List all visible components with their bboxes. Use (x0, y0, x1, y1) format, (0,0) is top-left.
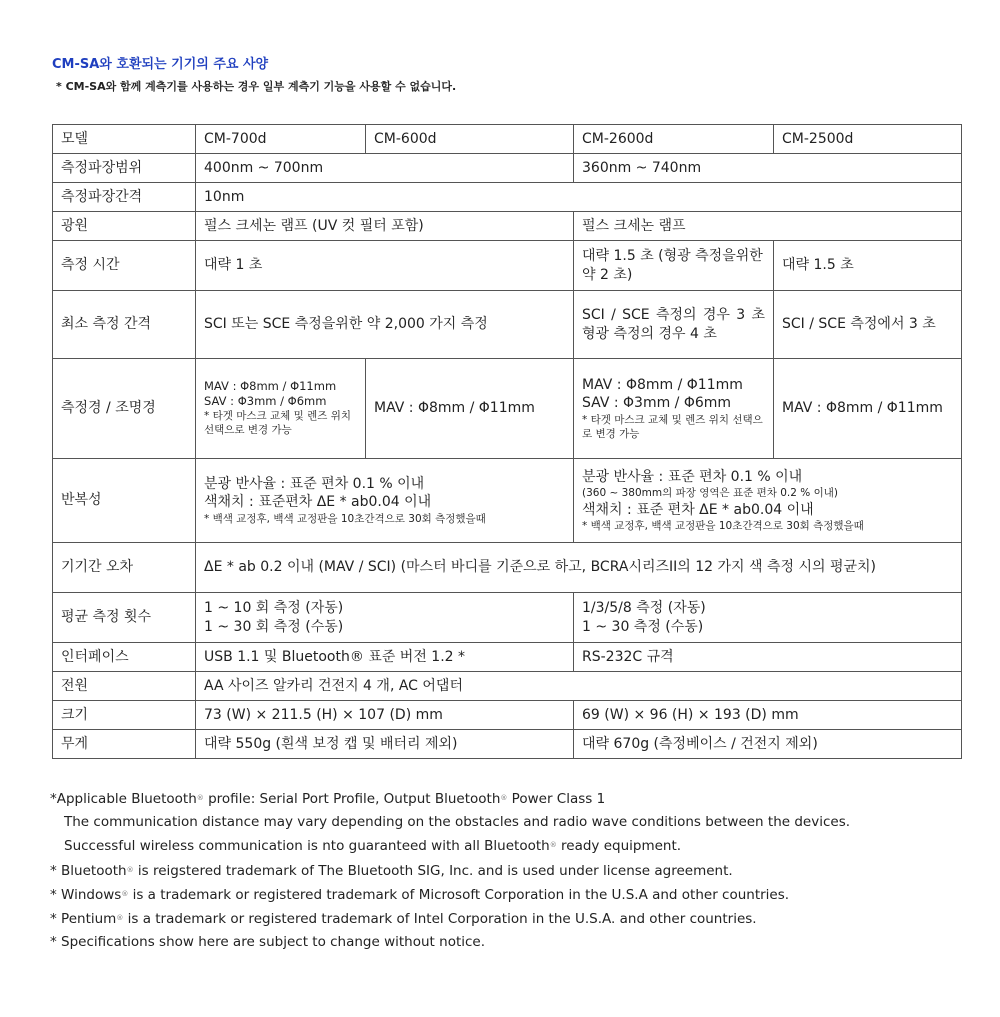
row-label: 측정파장범위 (53, 154, 196, 183)
row-label: 모델 (53, 125, 196, 154)
aperture-sav: SAV : Φ3mm / Φ6mm (582, 395, 732, 412)
repeat-color: 색채치 : 표준 편차 ΔE * ab0.04 이내 (582, 501, 814, 518)
cell-value: USB 1.1 및 Bluetooth® 표준 버전 1.2 * (196, 643, 574, 672)
average-manual: 1 ~ 30 측정 (수동) (582, 618, 704, 635)
spec-table (52, 124, 962, 759)
page-subtitle-note: * CM-SA와 함께 계측기를 사용하는 경우 일부 계측기 기능을 사용할 수 없습니다. (56, 80, 457, 93)
footnote-bluetooth-trademark: * Bluetooth® is reigstered trademark of The Bluetooth SIG, Inc. and is used under license agreement. (50, 862, 733, 879)
cell-value: 10nm (196, 183, 962, 212)
cell-value: 펄스 크세논 램프 (574, 212, 962, 241)
page-title: CM-SA와 호환되는 기기의 주요 사양 (52, 57, 269, 72)
repeat-spectral: 분광 반사율 : 표준 편차 0.1 % 이내 (204, 476, 425, 493)
table-row-average (53, 593, 962, 643)
cell-value: 69 (W) × 96 (H) × 193 (D) mm (574, 701, 962, 730)
row-label: 인터페이스 (53, 643, 196, 672)
cell-value: MAV : Φ8mm / Φ11mm (366, 359, 574, 459)
footnote-distance: The communication distance may vary depending on the obstacles and radio wave conditions between the devices. (64, 814, 851, 831)
table-row-interface (53, 643, 962, 672)
footnotes (50, 787, 970, 954)
aperture-note: * 타겟 마스크 교체 및 렌즈 위치 선택으로 변경 가능 (582, 413, 763, 440)
footnote-specs-change: * Specifications show here are subject to change without notice. (50, 934, 486, 951)
table-row-inter-instrument (53, 543, 962, 593)
cell-value (196, 359, 366, 459)
average-auto: 1/3/5/8 측정 (자동) (582, 600, 706, 617)
cell-value (574, 359, 774, 459)
aperture-note: * 타겟 마스크 교체 및 렌즈 위치 선택으로 변경 가능 (204, 410, 351, 437)
cell-value (574, 593, 962, 643)
cell-value: 대략 670g (측정베이스 / 건전지 제외) (574, 730, 962, 759)
footnote-windows-trademark: * Windows® is a trademark or registered trademark of Microsoft Corporation in the U.S.A and other countries. (50, 886, 790, 903)
table-row-aperture (53, 359, 962, 459)
cell-value: RS-232C 규격 (574, 643, 962, 672)
row-label: 무게 (53, 730, 196, 759)
footnote-pentium-trademark: * Pentium® is a trademark or registered trademark of Intel Corporation in the U.S.A. and other countries. (50, 911, 757, 928)
cell-value: MAV : Φ8mm / Φ11mm (774, 359, 962, 459)
cell-value: 펄스 크세논 램프 (UV 컷 필터 포함) (196, 212, 574, 241)
cell-value: SCI / SCE 측정에서 3 초 (774, 291, 962, 359)
table-row-pitch (53, 183, 962, 212)
row-label: 측정 시간 (53, 241, 196, 291)
cell-cm600d: CM-600d (366, 125, 574, 154)
cell-value: 대략 550g (흰색 보정 캡 및 배터리 제외) (196, 730, 574, 759)
aperture-mav: MAV : Φ8mm / Φ11mm (582, 377, 743, 394)
repeat-color: 색채치 : 표준편차 ΔE * ab0.04 이내 (204, 494, 432, 511)
average-auto: 1 ~ 10 회 측정 (자동) (204, 600, 344, 617)
table-row-size (53, 701, 962, 730)
cell-value: 360nm ~ 740nm (574, 154, 962, 183)
table-row-interval (53, 291, 962, 359)
row-label: 반복성 (53, 459, 196, 543)
cell-value (574, 459, 962, 543)
average-manual: 1 ~ 30 회 측정 (수동) (204, 618, 344, 635)
row-label: 측정경 / 조명경 (53, 359, 196, 459)
aperture-mav: MAV : Φ8mm / Φ11mm (204, 379, 337, 394)
row-label: 크기 (53, 701, 196, 730)
cell-cm2600d: CM-2600d (574, 125, 774, 154)
row-label: 측정파장간격 (53, 183, 196, 212)
table-row-time (53, 241, 962, 291)
table-row-model (53, 125, 962, 154)
cell-value: 대략 1.5 초 (774, 241, 962, 291)
cell-value: 73 (W) × 211.5 (H) × 107 (D) mm (196, 701, 574, 730)
aperture-sav: SAV : Φ3mm / Φ6mm (204, 394, 327, 409)
cell-value (196, 593, 574, 643)
cell-value: SCI / SCE 측정의 경우 3 초 형광 측정의 경우 4 초 (574, 291, 774, 359)
cell-value: SCI 또는 SCE 측정을위한 약 2,000 가지 측정 (196, 291, 574, 359)
table-row-light (53, 212, 962, 241)
footnote-wireless: Successful wireless communication is nto guaranteed with all Bluetooth® ready equipment. (64, 838, 682, 855)
row-label: 광원 (53, 212, 196, 241)
row-label: 기기간 오차 (53, 543, 196, 593)
cell-value: 400nm ~ 700nm (196, 154, 574, 183)
cell-value (196, 459, 574, 543)
cell-value: 대략 1.5 초 (형광 측정을위한 약 2 초) (574, 241, 774, 291)
repeat-spectral: 분광 반사율 : 표준 편차 0.1 % 이내 (582, 469, 803, 486)
table-row-power (53, 672, 962, 701)
cell-cm2500d: CM-2500d (774, 125, 962, 154)
cell-value: 대략 1 초 (196, 241, 574, 291)
repeat-note: * 백색 교정후, 백색 교정판을 10초간격으로 30회 측정했을때 (582, 519, 864, 532)
repeat-subnote: (360 ~ 380mm의 파장 영역은 표준 편차 0.2 % 이내) (582, 487, 838, 500)
row-label: 최소 측정 간격 (53, 291, 196, 359)
cell-cm700d: CM-700d (196, 125, 366, 154)
cell-value: AA 사이즈 알카리 건전지 4 개, AC 어댑터 (196, 672, 962, 701)
cell-value: ΔE * ab 0.2 이내 (MAV / SCI) (마스터 바디를 기준으로 하고, BCRA시리즈II의 12 가지 색 측정 시의 평균치) (196, 543, 962, 593)
footnote-bluetooth-profile: *Applicable Bluetooth® profile: Serial Port Profile, Output Bluetooth® Power Class 1 (50, 791, 606, 807)
row-label: 평균 측정 횟수 (53, 593, 196, 643)
repeat-note: * 백색 교정후, 백색 교정판을 10초간격으로 30회 측정했을때 (204, 512, 486, 525)
table-row-range (53, 154, 962, 183)
table-row-repeat (53, 459, 962, 543)
row-label: 전원 (53, 672, 196, 701)
table-row-weight (53, 730, 962, 759)
